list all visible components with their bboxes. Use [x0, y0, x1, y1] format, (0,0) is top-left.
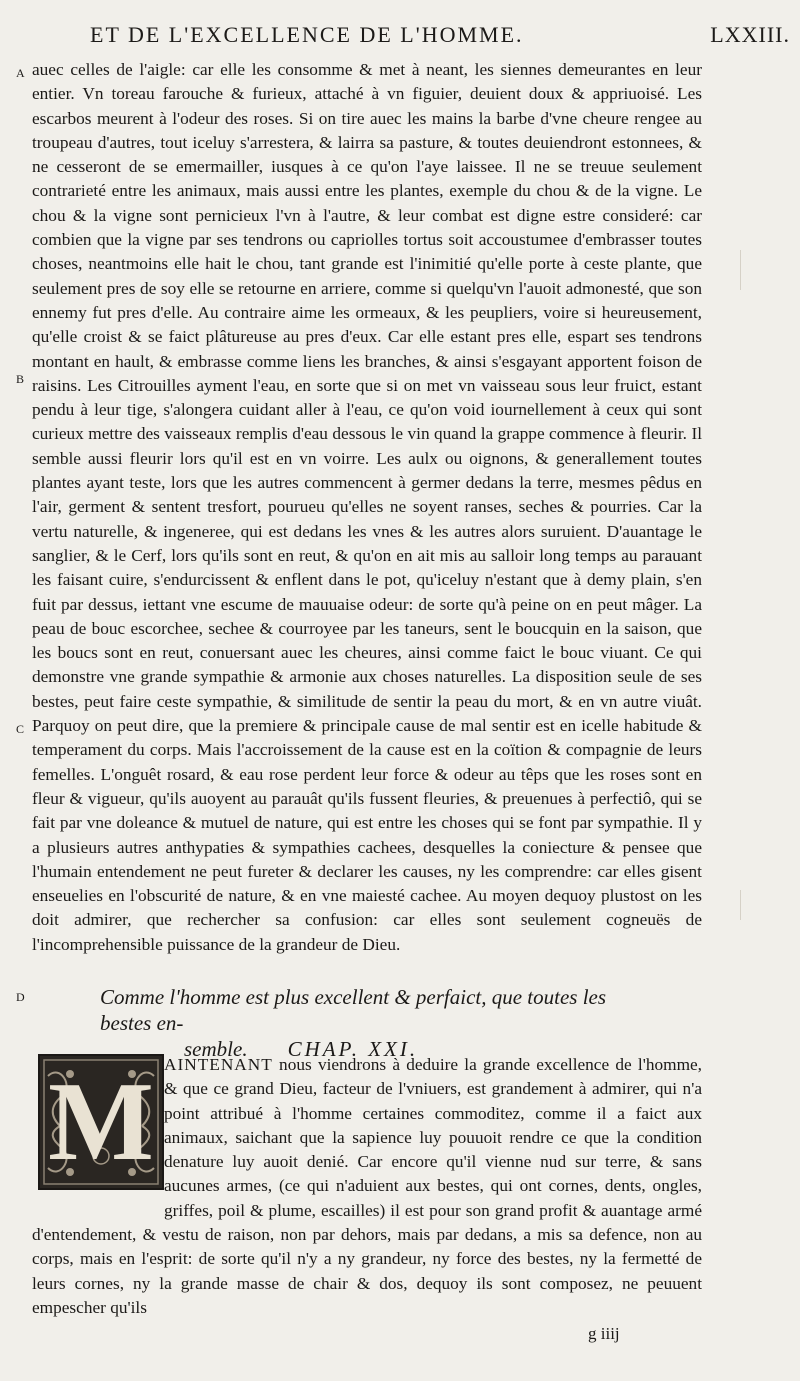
bleed-through-note-2: [740, 890, 797, 920]
chapter-text: nous viendrons à deduire la grande excellence de l'homme, & que ce grand Dieu, facteur de l'vniuers, est grandement à admirer, qui n'a point attribué à l'homme certaines commoditez, comme il a faict aux animaux, saichant que la sapience luy pouuoit rendre ce que la condition denature luy auoit denié. Car encore qu'il vienne nud sur terre, & sans aucunes armes, (ce qui n'aduient aux bestes, qui ont cornes, dents, ongles, griffes, poil & plume, escailles) il est pour son grand profit & auantage armé d'entendement, & vestu de raison, non par dehors, mais par dedans, a mis sa defence, non au corps, mais en l'esprit: de sorte qu'il n'y a ny grandeur, ny force des bestes, ny la fermetté de leurs cornes, ny la grande masse de chair & dos, dequoy ils sont composez, ne peuuent empescher qu'ils: [32, 1055, 702, 1317]
margin-marker-a: A: [16, 66, 25, 80]
signature-mark: g iiij: [588, 1324, 620, 1343]
bleed-through-note: [740, 250, 797, 290]
chapter-lead-word: AINTENANT: [164, 1055, 273, 1074]
initial-spacer: [32, 1053, 164, 1221]
chapter-body: [32, 1053, 702, 1320]
margin-marker-c: C: [16, 722, 25, 736]
margin-marker-d: D: [16, 990, 25, 1004]
folio-number: LXXIII.: [710, 22, 790, 47]
margin-marker-b: B: [16, 372, 25, 386]
initial-letter: M: [48, 1060, 154, 1184]
chapter-title-line2: semble.: [184, 1037, 248, 1061]
chapter-heading: [100, 984, 660, 1062]
body-paragraph: auec celles de l'aigle: car elle les consomme & met à neant, les siennes demeurantes en leur entier. Vn toreau farouche & furieux, attaché à vn figuier, deuient doux & appriuoisé. Les escarbos meurent à l'odeur des roses. Si on tire auec les mains la barbe d'vne cheure rengee au troupeau d'autres, tout iceluy s'arrestera, & lairra sa pasture, & toutes deuiendront estonnees, & ne cesseront de se emermailler, iusques à ce qu'on l'aye laissee. Il ne se treuue seulement contrarieté entre les animaux, mais aussi entre les plantes, exemple du chou & de la vigne. Le chou & la vigne sont pernicieux l'vn à l'autre, & leur combat est digne estre consideré: car combien que la vigne par ses tendrons ou capriolles tortus soit accoustumee d'embrasser toutes choses, neantmoins elle hait le chou, tant grande est l'inimitié qu'elle porte à ceste plante, que seulement pres de soy elle se retourne en arriere, comme si quelqu'vn l'auoit admonesté, que son ennemy fut pres d'elle. Au contraire aime les ormeaux, & les peupliers, voire si heureusement, qu'elle croist & se faict plâtureuse au pres d'eux. Car elle estant pres elle, espart ses tendrons montant en hault, & embrasse comme liens les branches, & ainsi s'esgayant apportent foison de raisins. Les Citrouilles ayment l'eau, en sorte que si on met vn vaisseau sous leur fruict, estant pendu à leur tige, s'alongera cuidant aller à l'eau, ce qu'on void iournellement à ceux qui sont curieux mettre des vaisseaux remplis d'eau dessous le vin quand la grappe commence à fleurir. Il semble aussi fleurir lors qu'il est en vn voirre. Les aulx ou oignons, & generallement toutes plantes ayant teste, lors que les autres commencent à germer dedans la terre, mesmes pêdus en l'air, germent & sentent tresfort, pourueu qu'elles ne soyent ranses, seches & pourries. Car la vertu naturelle, & ingeneree, qui est dedans les vnes & les autres alors suruient. D'auantage le sanglier, & le Cerf, lors qu'ils sont en reut, & qu'on en ait mis au salloir long temps au parauant les faisant cuire, s'endurcissent & enflent dans le pot, qu'iceluy n'estant que à demy plain, s'en fuit par dessus, iettant vne escume de mauuaise odeur: de sorte qu'à peine on en peut mâger. La peau de bouc escorchee, sechee & courroyee par les taneurs, sent le boucquin en la saison, que les boucs sont en reut, conuersant auec les cheures, ainsi comme faict le bouc viuant. Ce qui demonstre vne grande sympathie & armonie aux choses naturelles. La disposition seule de ses bestes, peut faire ceste sympathie, & similitude de sentir la peau du mort, & en vn autre viuât. Parquoy on peut dire, que la premiere & principale cause de mal sentir est en icelle habitude & temperament du corps. Mais l'accroissement de la cause est en la coïtion & compagnie de leurs femelles. L'onguêt rosard, & eau rose perdent leur force & odeur au têps que les roses sont en fleur & vigueur, qu'ils auoyent au parauât qu'ils fussent fleuries, & preuenues à perfectiô, qui se fait par vne doleance & mutuel de nature, qui est entre les choses qui se font par sympathie. Il y a plusieurs autres anthypaties & sympathies cachees, desquelles la coniecture & pensee que l'humain entendement ne peut fureter & declarer les causes, ny les comprendre: car elles gisent enseuelies en l'obscurité de nature, & en vne maiesté cachee. Au moyen dequoy plustost on les doit admirer, que rechercher sa confusion: car elles sont seulement cogneuës de l'incomprehensible puissance de la grandeur de Dieu.: [32, 60, 702, 954]
chapter-title-line1: Comme l'homme est plus excellent & perfaict, que toutes les bestes en-: [100, 985, 607, 1035]
chapter-label: CHAP. XXI.: [287, 1037, 419, 1061]
running-head: ET DE L'EXCELLENCE DE L'HOMME.: [90, 22, 524, 47]
